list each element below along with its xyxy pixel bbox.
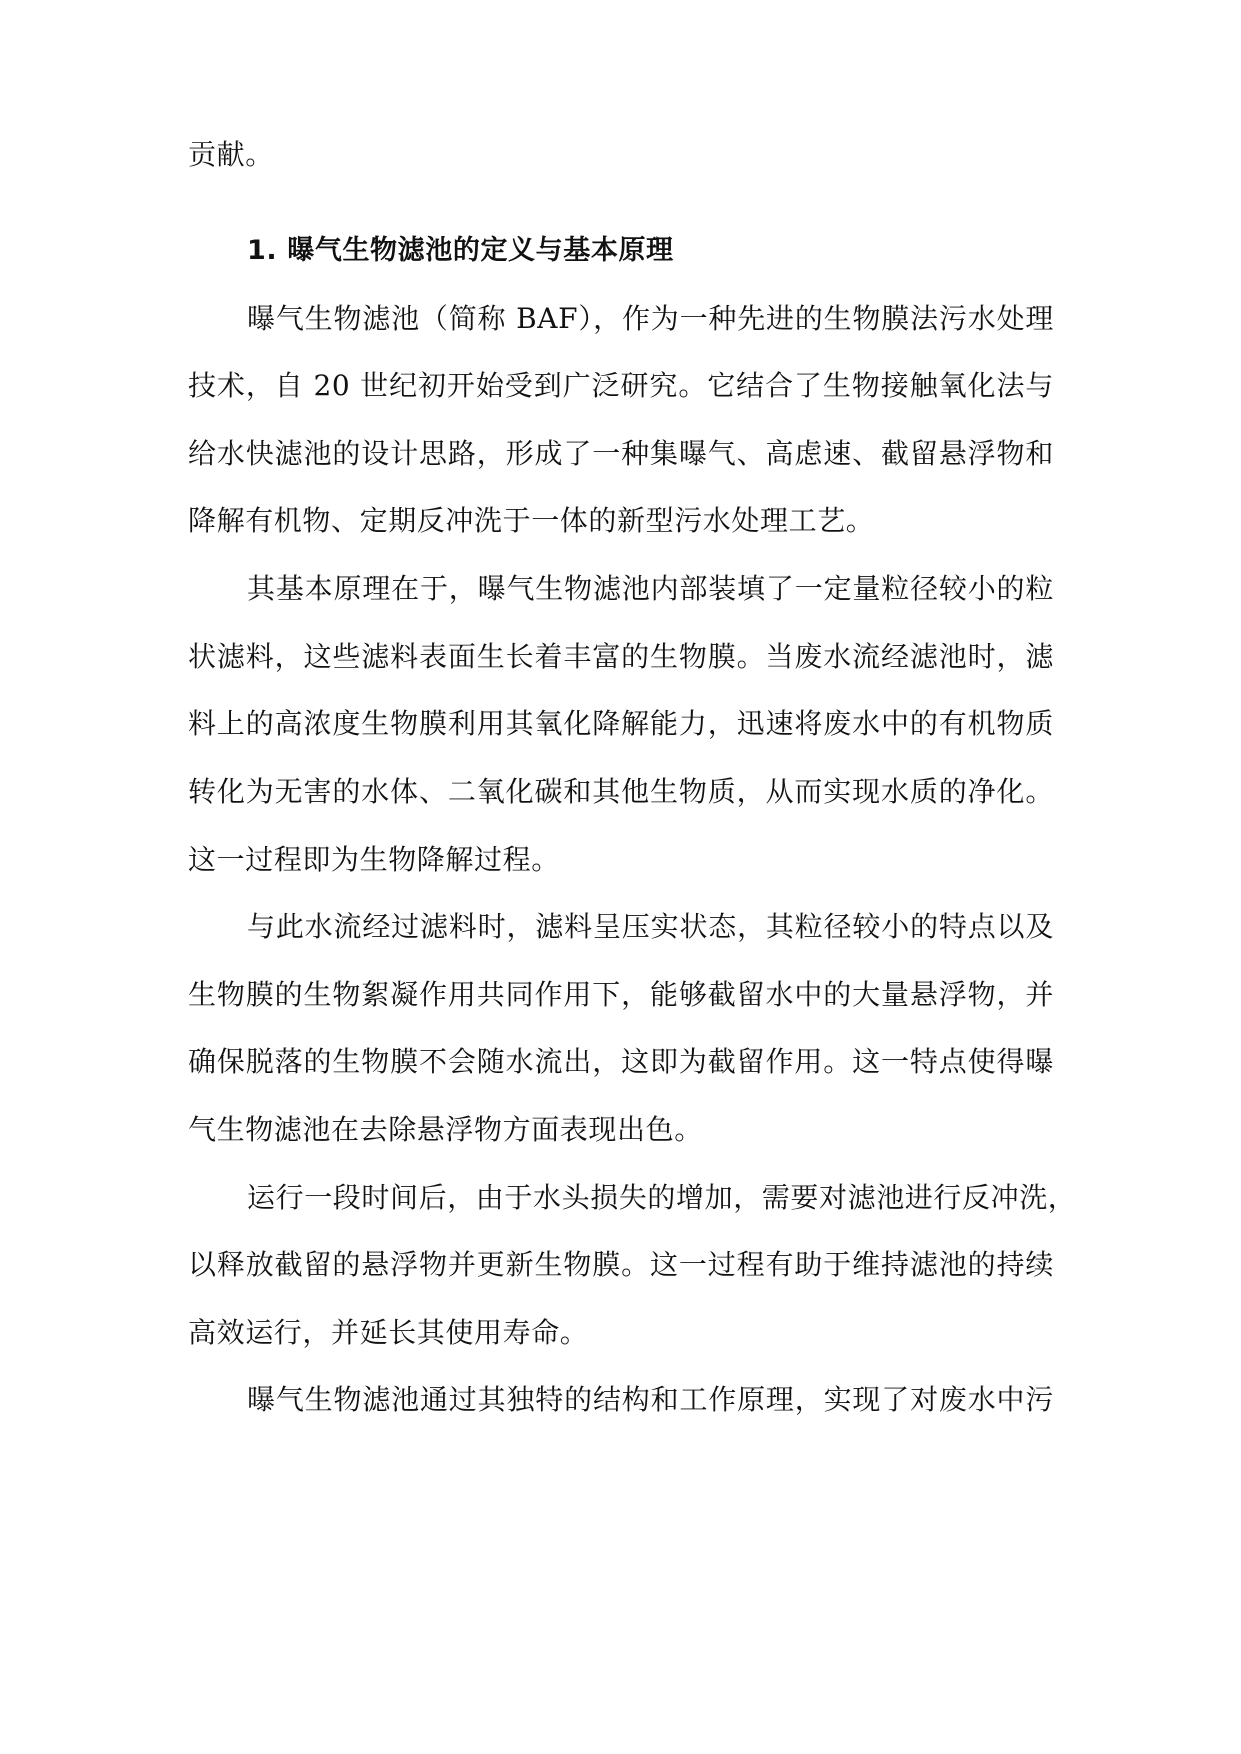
paragraph-1-line-2: 技术，自 20 世纪初开始受到广泛研究。它结合了生物接触氧化法与 bbox=[188, 369, 1054, 402]
paragraph-2-line-1: 其基本原理在于，曝气生物滤池内部装填了一定量粒径较小的粒 bbox=[247, 572, 1054, 605]
paragraph-4-line-2: 以释放截留的悬浮物并更新生物膜。这一过程有助于维持滤池的持续 bbox=[188, 1248, 1054, 1281]
paragraph-3-line-3: 确保脱落的生物膜不会随水流出，这即为截留作用。这一特点使得曝 bbox=[188, 1045, 1054, 1078]
paragraph-2-line-2: 状滤料，这些滤料表面生长着丰富的生物膜。当废水流经滤池时，滤 bbox=[188, 640, 1054, 673]
paragraph-2-line-3: 料上的高浓度生物膜利用其氧化降解能力，迅速将废水中的有机物质 bbox=[188, 707, 1054, 740]
paragraph-5-line-1: 曝气生物滤池通过其独特的结构和工作原理，实现了对废水中污 bbox=[247, 1383, 1054, 1416]
paragraph-2-line-4: 转化为无害的水体、二氧化碳和其他生物质，从而实现水质的净化。 bbox=[188, 775, 1054, 808]
paragraph-3-line-1: 与此水流经过滤料时，滤料呈压实状态，其粒径较小的特点以及 bbox=[247, 910, 1054, 943]
paragraph-3-line-4: 气生物滤池在去除悬浮物方面表现出色。 bbox=[188, 1113, 703, 1146]
paragraph-4-line-1: 运行一段时间后，由于水头损失的增加，需要对滤池进行反冲洗， bbox=[247, 1181, 1077, 1214]
paragraph-1-line-1: 曝气生物滤池（简称 BAF），作为一种先进的生物膜法污水处理 bbox=[247, 302, 1054, 335]
paragraph-2-line-5: 这一过程即为生物降解过程。 bbox=[188, 843, 560, 876]
text-line-continuation: 贡献。 bbox=[188, 138, 274, 171]
paragraph-4-line-3: 高效运行，并延长其使用寿命。 bbox=[188, 1316, 589, 1349]
paragraph-1-line-3: 给水快滤池的设计思路，形成了一种集曝气、高虑速、截留悬浮物和 bbox=[188, 437, 1054, 470]
paragraph-3-line-2: 生物膜的生物絮凝作用共同作用下，能够截留水中的大量悬浮物，并 bbox=[188, 978, 1054, 1011]
paragraph-1-line-4: 降解有机物、定期反冲洗于一体的新型污水处理工艺。 bbox=[188, 504, 875, 537]
section-heading: 1. 曝气生物滤池的定义与基本原理 bbox=[247, 235, 674, 266]
